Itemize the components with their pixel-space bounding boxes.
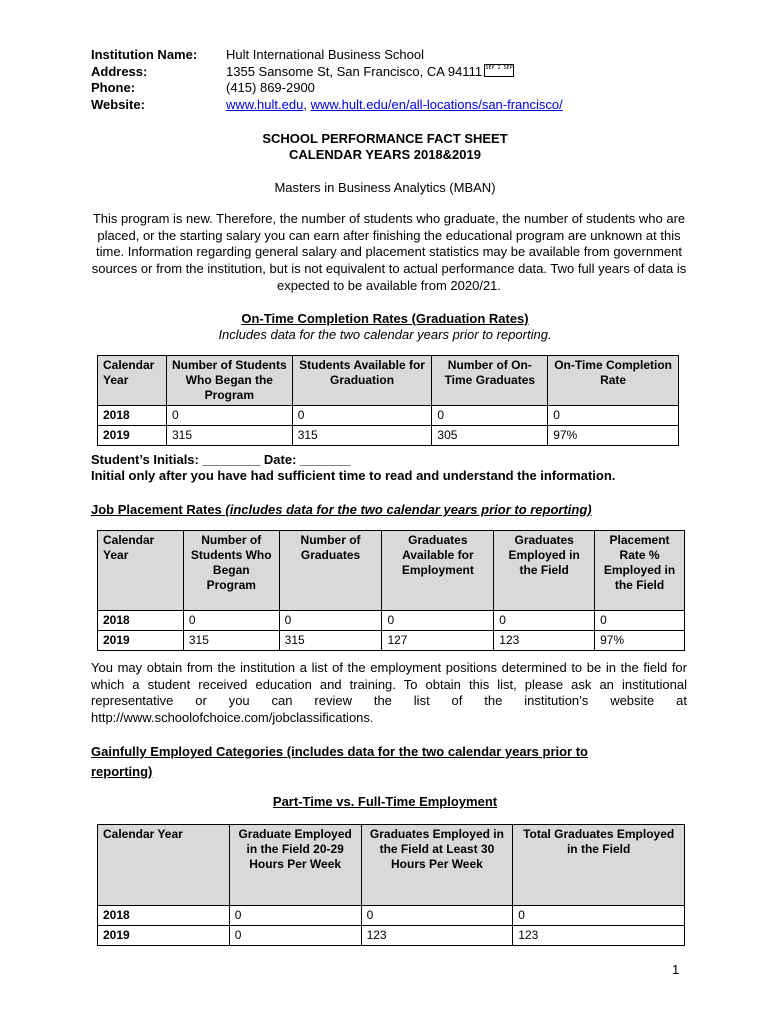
placement-header-row	[98, 531, 685, 611]
completion-header-available: Students Available for Graduation	[292, 356, 432, 406]
completion-year: 2018	[98, 406, 167, 426]
initials-note: Initial only after you have had sufficient time to read and understand the information.	[91, 468, 616, 483]
placement-cell: 0	[382, 611, 494, 631]
institution-name-row	[91, 47, 563, 64]
gainful-cell: 123	[513, 926, 685, 946]
website-label: Website:	[91, 96, 145, 112]
completion-cell: 315	[166, 426, 292, 446]
initials-line[interactable]: Student’s Initials: ________ Date: _______	[91, 452, 351, 467]
completion-table	[97, 355, 679, 446]
gainful-header-row	[98, 825, 685, 906]
sheet-title: SCHOOL PERFORMANCE FACT SHEET	[262, 131, 508, 146]
phone-value: (415) 869-2900	[226, 80, 315, 95]
completion-cell: 0	[548, 406, 679, 426]
gainful-heading-1: Gainfully Employed Categories (includes data for the two calendar years prior to	[91, 744, 589, 759]
placement-header-year: Calendar Year	[98, 531, 184, 611]
page-number: 1	[672, 962, 680, 977]
placement-cell: 0	[183, 611, 279, 631]
completion-header-row	[98, 356, 679, 406]
date-stamp: SEP 2 SEP	[484, 64, 514, 77]
completion-heading: On-Time Completion Rates (Graduation Rates)	[241, 311, 529, 326]
placement-header-employed: Graduates Employed in the Field	[494, 531, 595, 611]
website-value	[226, 97, 563, 114]
address-label: Address:	[91, 63, 148, 79]
completion-header-ontime: Number of On-Time Graduates	[432, 356, 548, 406]
placement-table	[97, 530, 685, 651]
completion-cell: 0	[292, 406, 432, 426]
intro-paragraph: This program is new. Therefore, the number of students who graduate, the number of students who are placed, or the starting salary you can earn after finishing the educational program are unknown at this time. Information regarding general salary and placement statistics may be available from government sources or from the institution, but is not equivalent to actual performance data. Two full years of data is expected to be available from 2020/21.	[91, 211, 687, 293]
placement-cell: 0	[595, 611, 685, 631]
gainful-header-year: Calendar Year	[98, 825, 230, 906]
placement-header-rate: Placement Rate % Employed in the Field	[595, 531, 685, 611]
placement-year: 2018	[98, 611, 184, 631]
gainful-table	[97, 824, 685, 946]
completion-cell: 0	[432, 406, 548, 426]
website-separator: ,	[303, 96, 311, 112]
gainful-cell: 0	[229, 926, 361, 946]
completion-header-rate: On-Time Completion Rate	[548, 356, 679, 406]
phone-label: Phone:	[91, 80, 136, 95]
program-name: Masters in Business Analytics (MBAN)	[274, 180, 496, 195]
placement-cell: 0	[279, 611, 382, 631]
institution-info	[91, 47, 563, 113]
placement-cell: 315	[183, 631, 279, 651]
obtain-list-paragraph: You may obtain from the institution a list of the employment positions determined to be in the field for which a student received education and training. To obtain this list, please ask an institutional representative or you can review the list of the institution’s website at http://www.schoolofchoice.com/jobclassifications.	[91, 660, 687, 726]
table-row	[98, 611, 685, 631]
gainful-subheading: Part-Time vs. Full-Time Employment	[272, 794, 498, 809]
website-link-main[interactable]: www.hult.edu	[226, 96, 304, 112]
completion-cell: 305	[432, 426, 548, 446]
gainful-header-parttime: Graduate Employed in the Field 20-29 Hours Per Week	[229, 825, 361, 906]
placement-cell: 0	[494, 611, 595, 631]
website-link-sf[interactable]: www.hult.edu/en/all-locations/san-francisco/	[310, 96, 563, 112]
completion-subheading: Includes data for the two calendar years prior to reporting.	[218, 327, 552, 342]
table-row	[98, 406, 679, 426]
placement-header-began: Number of Students Who Began Program	[183, 531, 279, 611]
gainful-cell: 123	[361, 926, 513, 946]
gainful-year: 2018	[98, 906, 230, 926]
placement-heading-text: Job Placement Rates	[91, 502, 222, 517]
placement-header-available: Graduates Available for Employment	[382, 531, 494, 611]
table-row	[98, 926, 685, 946]
placement-heading	[91, 502, 592, 518]
table-row	[98, 426, 679, 446]
gainful-heading-2: reporting)	[91, 764, 153, 779]
gainful-year: 2019	[98, 926, 230, 946]
completion-cell: 0	[166, 406, 292, 426]
gainful-cell: 0	[513, 906, 685, 926]
table-row	[98, 906, 685, 926]
completion-cell: 315	[292, 426, 432, 446]
completion-year: 2019	[98, 426, 167, 446]
placement-cell: 123	[494, 631, 595, 651]
phone-row	[91, 80, 563, 97]
gainful-header-fulltime: Graduates Employed in the Field at Least 30 Hours Per Week	[361, 825, 513, 906]
placement-cell: 315	[279, 631, 382, 651]
placement-year: 2019	[98, 631, 184, 651]
address-row	[91, 64, 563, 81]
placement-cell: 97%	[595, 631, 685, 651]
institution-name: Hult International Business School	[226, 47, 425, 62]
placement-heading-italic: (includes data for the two calendar years prior to reporting)	[225, 502, 592, 517]
sheet-years: CALENDAR YEARS 2018&2019	[289, 147, 481, 162]
completion-header-began: Number of Students Who Began the Program	[166, 356, 292, 406]
address-value	[226, 64, 514, 81]
placement-header-graduates: Number of Graduates	[279, 531, 382, 611]
placement-cell: 127	[382, 631, 494, 651]
gainful-header-total: Total Graduates Employed in the Field	[513, 825, 685, 906]
gainful-cell: 0	[361, 906, 513, 926]
address-text: 1355 Sansome St, San Francisco, CA 94111	[226, 63, 483, 79]
completion-header-year: Calendar Year	[98, 356, 167, 406]
institution-name-label: Institution Name:	[91, 47, 198, 62]
gainful-cell: 0	[229, 906, 361, 926]
website-row	[91, 97, 563, 114]
table-row	[98, 631, 685, 651]
completion-cell: 97%	[548, 426, 679, 446]
